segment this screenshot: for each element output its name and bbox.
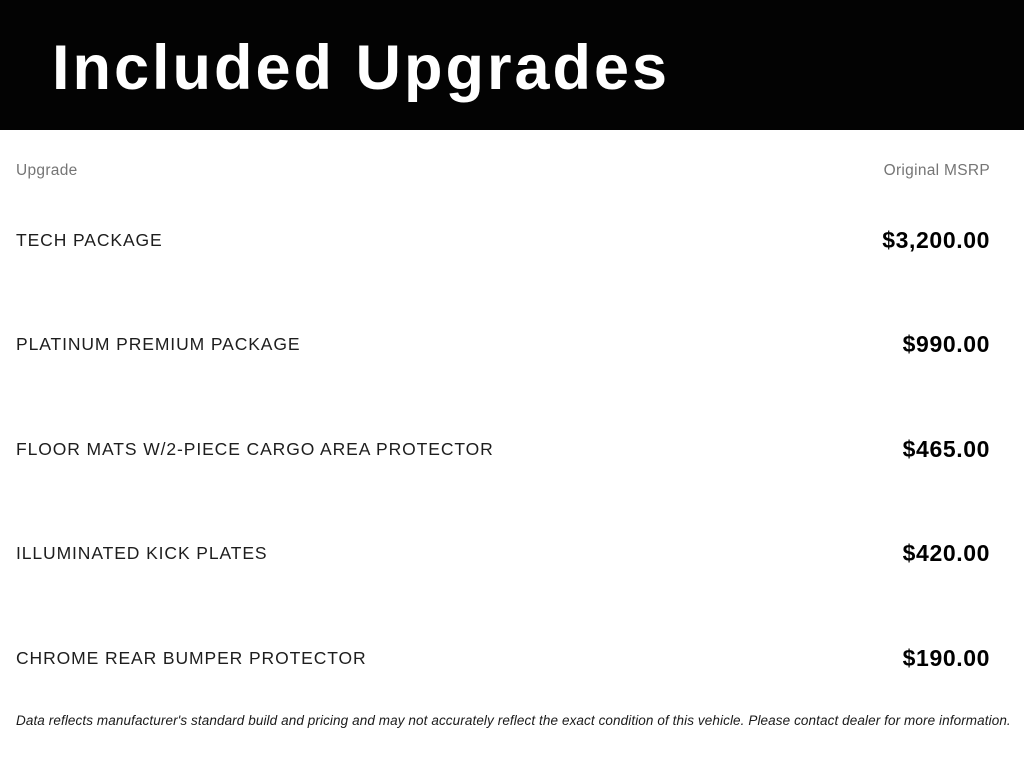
table-body	[16, 188, 990, 711]
upgrade-price: $3,200.00	[882, 226, 990, 253]
table-row	[16, 502, 990, 607]
upgrade-name: TECH PACKAGE	[16, 229, 163, 250]
upgrades-table	[0, 162, 1024, 711]
footer	[0, 713, 1024, 729]
upgrade-name: ILLUMINATED KICK PLATES	[16, 543, 268, 564]
upgrade-price: $190.00	[902, 644, 990, 671]
table-row	[16, 188, 990, 293]
disclaimer-text: Data reflects manufacturer's standard build and pricing and may not accurately reflect the exact condition of this vehicle. Please contact dealer for more information.	[16, 712, 1011, 728]
upgrade-price: $465.00	[902, 435, 990, 462]
column-header-upgrade: Upgrade	[16, 162, 78, 179]
page-title: Included Upgrades	[52, 32, 671, 103]
table-row	[16, 606, 990, 711]
table-row	[16, 293, 990, 398]
upgrade-price: $990.00	[902, 331, 990, 358]
upgrade-price: $420.00	[902, 540, 990, 567]
upgrade-name: CHROME REAR BUMPER PROTECTOR	[16, 647, 367, 668]
table-row	[16, 397, 990, 502]
page-header	[0, 0, 1024, 130]
upgrade-name: PLATINUM PREMIUM PACKAGE	[16, 334, 301, 355]
column-header-original-msrp: Original MSRP	[883, 162, 990, 179]
upgrade-name: FLOOR MATS W/2-PIECE CARGO AREA PROTECTOR	[16, 438, 494, 459]
table-header-row	[16, 162, 990, 180]
